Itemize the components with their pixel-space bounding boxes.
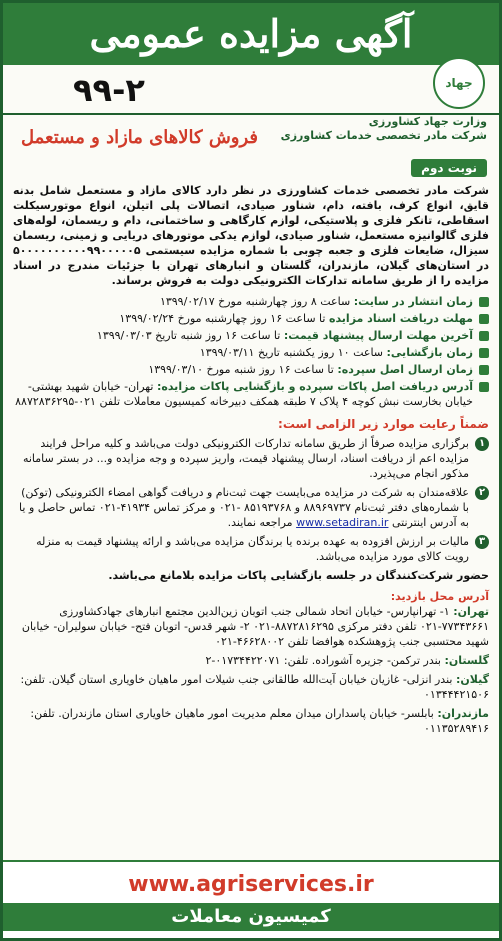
org-line-1: وزارت جهاد کشاورزی xyxy=(368,115,487,128)
notice-title: آگهی مزایده عمومی xyxy=(3,3,499,65)
location-item xyxy=(13,653,489,668)
location-item xyxy=(13,706,489,736)
schedule-list xyxy=(13,294,489,409)
location-title: گلستان: xyxy=(444,654,489,667)
schedule-value: ساعت ۸ روز چهارشنبه مورخ ۱۳۹۹/۰۲/۱۷ xyxy=(159,295,351,308)
location-text: بندر انزلی- غازیان خیابان آیت‌الله طالقانی جنب شیلات امور ماهیان خاویاری استان گیلان. تلفن: ۰۱۳۴۴۴۲۱۵۰۶ xyxy=(20,673,489,701)
term-item xyxy=(13,534,489,564)
subtitle: فروش کالاهای مازاد و مستعمل xyxy=(21,127,259,148)
org-block xyxy=(281,115,487,143)
schedule-bullet-icon xyxy=(479,314,489,324)
location-text: ۱- تهرانپارس- خیابان اتحاد شمالی جنب اتوبان زین‌الدین مجتمع انبارهای جهادکشاورزی ۷۷۳۴۳۶۶۱-۰۲۱ تلفن دفتر مرکزی ۸۸۷۲۸۱۶۲۹۵-۰۲۱ ۲- شهر قدس- اتوبان فتح- خیابان سولیران- خیابان شهید محتسبی جنب پژوهشکده هوافضا تلفن ۴۶۶۲۸۰۰۲-۰۲۱ xyxy=(21,605,489,648)
jahad-logo: جهاد xyxy=(433,57,485,109)
term-number: ۳ xyxy=(475,535,489,549)
schedule-label: زمان ارسال اصل سپرده: xyxy=(337,363,473,376)
term-item xyxy=(13,485,489,530)
locations-title: آدرس محل بازدید: xyxy=(390,590,489,603)
term-number: ۱ xyxy=(475,437,489,451)
location-text: بابلسر- خیابان پاسداران میدان معلم مدیریت امور ماهیان خاویاری استان مازندران. تلفن: ۰۱۱۳۵۲۸۹۴۱۶ xyxy=(30,707,489,735)
schedule-bullet-icon xyxy=(479,365,489,375)
presence-note: حضور شرکت‌کنندگان در جلسه بازگشایی پاکات مزایده بلامانع می‌باشد. xyxy=(108,569,489,582)
round-badge: نوبت دوم xyxy=(411,159,487,177)
terms-list xyxy=(13,436,489,564)
location-item xyxy=(13,672,489,702)
location-title: گیلان: xyxy=(455,673,489,686)
schedule-label: زمان انتشار در سایت: xyxy=(353,295,473,308)
term-item xyxy=(13,436,489,481)
schedule-label: آخرین مهلت ارسال پیشنهاد قیمت: xyxy=(283,329,473,342)
schedule-bullet-icon xyxy=(479,348,489,358)
term-suffix: مراجعه نمایند. xyxy=(227,516,293,529)
locations-list xyxy=(13,604,489,736)
schedule-item xyxy=(13,362,489,377)
intro-paragraph: شرکت مادر تخصصی خدمات کشاورزی در نظر دارد کالای مازاد و مستعمل شامل بدنه قایق، انواع کرف، بافته، دام، شناور صیادی، اتصالات پلی اتیلن، انواع موتورسیکلت اسقاطی، تانکر فلزی و پلاستیکی، لوازم کارگاهی و ساختمانی، دام و ریسمان، لوله‌های فلزی گالوانیزه مستعمل، شناور صیادی، لوازم یدکی موتورهای دریایی و زمینی، ریسمان سیزال، ضایعات فلزی و جعبه چوبی با شماره مزایده سیستمی ۵۰۰۰۰۰۰۰۰۰۰۹۹۰۰۰۰۰۵ در استان‌های گیلان، مازندران، گلستان و انبارهای تهران با جزئیات مندرج در اسناد مزایده را از طریق سامانه تدارکات الکترونیکی دولت به فروش برساند. xyxy=(13,184,489,287)
address-text: تهران- خیابان شهید بهشتی- خیابان بخارست نبش کوچه ۴ پلاک ۷ طبقه همکف دبیرخانه کمیسیون معاملات تلفن ۰۲۱-۸۸۷۲۸۳۶۲۹۵ xyxy=(15,380,473,408)
schedule-value: تا ساعت ۱۶ روز چهارشنبه مورخ ۱۳۹۹/۰۲/۲۴ xyxy=(119,312,326,325)
location-title: مازندران: xyxy=(437,707,489,720)
schedule-value: تا ساعت ۱۶ روز شنبه مورخ ۱۳۹۹/۰۳/۱۰ xyxy=(148,363,334,376)
setadiran-link[interactable]: www.setadiran.ir xyxy=(296,516,389,529)
schedule-label: مهلت دریافت اسناد مزایده xyxy=(328,312,473,325)
schedule-item xyxy=(13,294,489,309)
address-label: آدرس دریافت اصل پاکات سپرده و بازگشایی پاکات مزایده: xyxy=(156,380,473,393)
schedule-item xyxy=(13,345,489,360)
term-text: علاقه‌مندان به شرکت در مزایده می‌بایست جهت ثبت‌نام و دریافت گواهی امضاء الکترونیکی (توکن) با شماره‌های دفتر ثبت‌نام ۸۸۹۶۹۷۳۷ و ۸۵۱۹۳۷۶۸ -۰۲۱ و مرکز تماس ۴۱۹۳۴-۰۲۱ تماس حاصل و یا به آدرس اینترنتی xyxy=(19,486,469,529)
location-title: تهران: xyxy=(453,605,489,618)
main-content xyxy=(13,183,489,740)
agriservices-link[interactable]: www.agriservices.ir xyxy=(128,872,374,897)
term-text: برگزاری مزایده صرفاً از طریق سامانه تدارکات الکترونیکی دولت می‌باشد و کلیه مراحل فرایند مزایده اعم از دریافت اسناد، ارسال پیشنهاد قیمت، واریز سپرده و وجه مزایده و... در بستر سامانه مذکور انجام می‌پذیرد. xyxy=(22,437,469,480)
address-block xyxy=(13,379,489,409)
schedule-bullet-icon xyxy=(479,331,489,341)
header xyxy=(3,3,499,115)
schedule-value: تا ساعت ۱۶ روز شنبه تاریخ ۱۳۹۹/۰۳/۰۳ xyxy=(96,329,281,342)
schedule-value: ساعت ۱۰ روز یکشنبه تاریخ ۱۳۹۹/۰۳/۱۱ xyxy=(199,346,384,359)
org-line-2: شرکت مادر تخصصی خدمات کشاورزی xyxy=(280,129,487,142)
term-text: مالیات بر ارزش افزوده به عهده برنده یا برندگان مزایده می‌باشد و ارائه پیشنهاد قیمت به منزله رویت کالای مورد مزایده می‌باشد. xyxy=(36,535,469,563)
schedule-item xyxy=(13,311,489,326)
schedule-bullet-icon xyxy=(479,297,489,307)
schedule-bullet-icon xyxy=(479,382,489,392)
schedule-label: زمان بازگشایی: xyxy=(386,346,473,359)
footer-label: کمیسیون معاملات xyxy=(3,903,499,931)
notice-code: ۹۹-۲ xyxy=(73,71,145,109)
schedule-item xyxy=(13,328,489,343)
location-item xyxy=(13,604,489,649)
location-text: بندر ترکمن- جزیره آشوراده. تلفن: ۰۱۷۳۴۴۲۲۰۷۱-۲ xyxy=(205,654,441,667)
footer xyxy=(3,860,499,938)
term-number: ۲ xyxy=(475,486,489,500)
terms-title: ضمناً رعایت موارد زیر الزامی است: xyxy=(278,417,489,431)
